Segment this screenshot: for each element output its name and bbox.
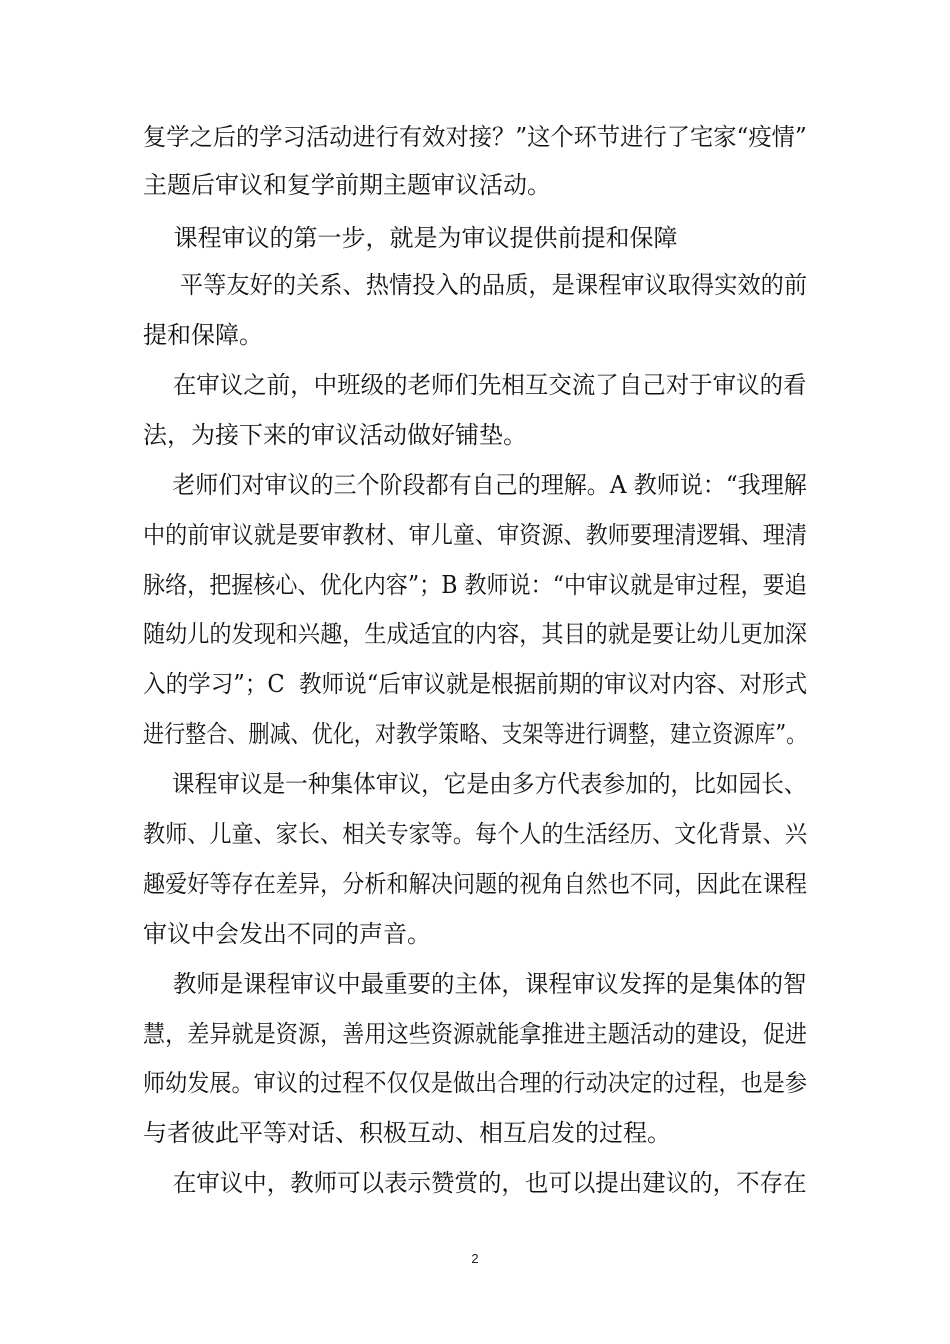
- text-line: 在审议中，教师可以表示赞赏的，也可以提出建议的，不存在: [143, 1169, 807, 1197]
- text-line: 审议中会发出不同的声音。: [143, 920, 431, 948]
- page-number: 2: [471, 1251, 479, 1266]
- text-line: 老师们对审议的三个阶段都有自己的理解。A 教师说：“我理解: [143, 471, 807, 499]
- text-line: 教师、儿童、家长、相关专家等。每个人的生活经历、文化背景、兴: [143, 820, 807, 848]
- text-line: 课程审议的第一步，就是为审议提供前提和保障: [143, 224, 678, 252]
- text-line: 提和保障。: [143, 321, 263, 349]
- text-line: 脉络，把握核心、优化内容”；B 教师说：“中审议就是审过程，要追: [143, 571, 807, 599]
- text-line: 进行整合、删减、优化，对教学策略、支架等进行调整，建立资源库”。: [143, 720, 808, 748]
- text-line: 师幼发展。审议的过程不仅仅是做出合理的行动决定的过程，也是参: [143, 1069, 807, 1097]
- text-line: 教师是课程审议中最重要的主体，课程审议发挥的是集体的智: [143, 970, 807, 998]
- text-line: 慧，差异就是资源，善用这些资源就能拿推进主题活动的建设，促进: [143, 1020, 807, 1048]
- text-line: 主题后审议和复学前期主题审议活动。: [143, 171, 551, 199]
- text-line: 随幼儿的发现和兴趣，生成适宜的内容，其目的就是要让幼儿更加深: [143, 620, 807, 648]
- text-line: 平等友好的关系、热情投入的品质，是课程审议取得实效的前: [143, 271, 808, 299]
- text-line: 趣爱好等存在差异，分析和解决问题的视角自然也不同，因此在课程: [143, 870, 807, 898]
- text-line: 在审议之前，中班级的老师们先相互交流了自己对于审议的看: [143, 371, 807, 399]
- text-line: 入的学习”；C 教师说“后审议就是根据前期的审议对内容、对形式: [143, 670, 808, 698]
- text-line: 课程审议是一种集体审议，它是由多方代表参加的，比如园长、: [143, 770, 807, 798]
- text-line: 法，为接下来的审议活动做好铺垫。: [143, 421, 527, 449]
- text-line: 与者彼此平等对话、积极互动、相互启发的过程。: [143, 1119, 671, 1147]
- text-line: 中的前审议就是要审教材、审儿童、审资源、教师要理清逻辑、理清: [143, 521, 807, 549]
- text-line: 复学之后的学习活动进行有效对接？”这个环节进行了宅家“疫情”: [143, 123, 807, 151]
